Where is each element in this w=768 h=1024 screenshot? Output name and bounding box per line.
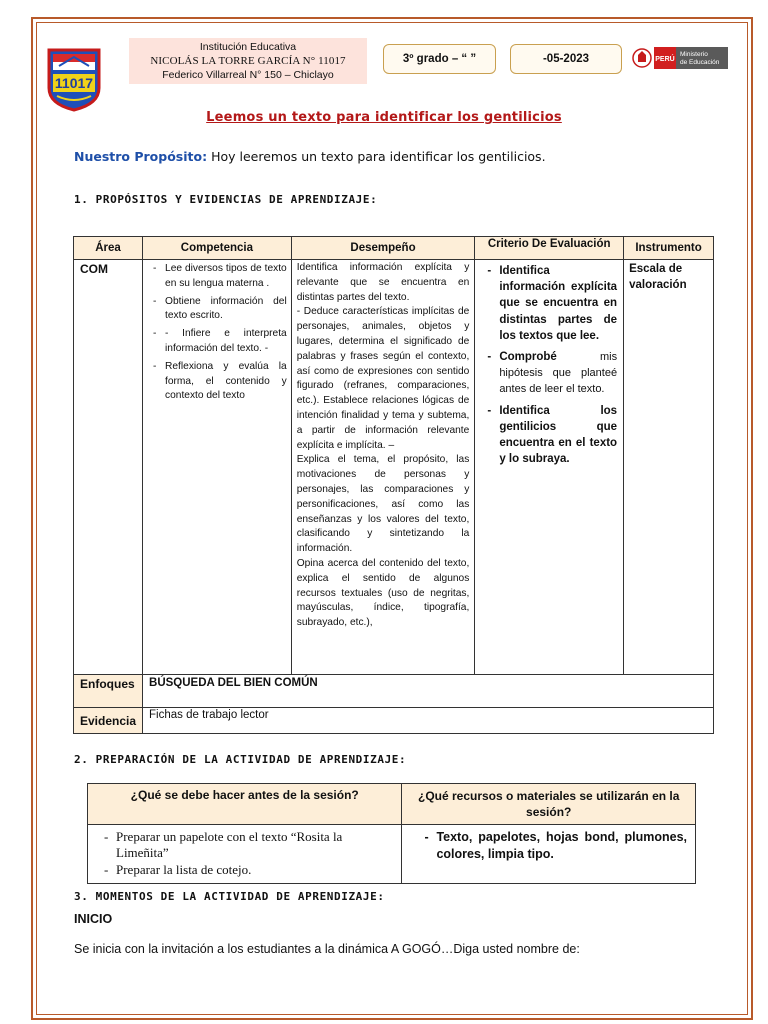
desempeno-cell xyxy=(291,260,475,675)
header-desempeno: Desempeño xyxy=(291,237,475,260)
institution-box xyxy=(129,38,367,84)
date-label: -05-2023 xyxy=(510,44,622,74)
list-item: - Reflexiona y evalúa la forma, el contenido y contexto del texto xyxy=(165,360,287,404)
table-row xyxy=(74,260,714,675)
purpose-line xyxy=(74,149,546,164)
evidence-table xyxy=(73,236,714,734)
header-instrumento: Instrumento xyxy=(624,237,714,260)
grade-label: 3º grado – “ ” xyxy=(383,44,496,74)
svg-text:Ministerio: Ministerio xyxy=(680,51,708,58)
list-item: - Preparar la lista de cotejo. xyxy=(116,862,397,878)
area-cell: COM xyxy=(74,260,143,675)
preparation-table xyxy=(87,783,696,884)
table-header-row xyxy=(74,237,714,260)
list-item xyxy=(499,349,617,398)
competencia-cell xyxy=(143,260,292,675)
header-before-session: ¿Qué se debe hacer antes de la sesión? xyxy=(88,784,402,825)
institution-name-line1: Institución Educativa xyxy=(199,41,297,53)
list-item: - Identifica información explícita que se encuentra en distintas partes de los textos que lee. xyxy=(499,263,617,344)
institution-address: Federico Villarreal N° 150 – Chiclayo xyxy=(162,69,334,81)
section-3-heading: 3. MOMENTOS DE LA ACTIVIDAD DE APRENDIZAJE: xyxy=(74,890,385,903)
purpose-text: Hoy leeremos un texto para identificar los gentilicios. xyxy=(207,149,546,164)
table-row xyxy=(74,708,714,734)
list-item: - Preparar un papelote con el texto “Rosita la Limeñita” xyxy=(116,829,397,861)
enfoques-value: BÚSQUEDA DEL BIEN COMÚN xyxy=(143,675,714,708)
enfoques-label: Enfoques xyxy=(74,675,143,708)
list-item: - Texto, papelotes, hojas bond, plumones, colores, limpia tipo. xyxy=(436,829,687,863)
instrumento-cell: Escala de valoración xyxy=(624,260,714,675)
svg-text:PERÚ: PERÚ xyxy=(655,56,675,63)
header-area: Área xyxy=(74,237,143,260)
school-logo xyxy=(45,44,103,112)
list-item: - Obtiene información del texto escrito. xyxy=(165,295,287,325)
evidencia-value: Fichas de trabajo lector xyxy=(143,708,714,734)
svg-text:de Educación: de Educación xyxy=(680,59,720,66)
desempeno-paragraph: - Deduce características implícitas de personajes, animales, objetos y lugares, determina el significado de palabras y frases según el contexto, así como de expresiones con sentido figurado (refranes, comparaciones, etc.). Establece relaciones lógicas de intención finalidad y tema y subtema, a partir de información relevante explícita e implícita. – xyxy=(296,306,470,451)
materials-cell xyxy=(402,825,696,884)
header-criterio: Criterio De Evaluación xyxy=(475,237,624,260)
criterio-text: mis hipótesis que planteé antes de leer el texto. xyxy=(499,351,618,396)
list-item: - Lee diversos tipos de texto en su lengua materna . xyxy=(165,262,287,292)
header-competencia: Competencia xyxy=(143,237,292,260)
inicio-paragraph: Se inicia con la invitación a los estudiantes a la dinámica A GOGÓ…Diga usted nombre de: xyxy=(74,942,580,956)
institution-name-line2: NICOLÁS LA TORRE GARCÍA N° 11017 xyxy=(150,55,346,67)
criterio-bold-word: Comprobé xyxy=(499,351,557,364)
criterio-cell xyxy=(475,260,624,675)
list-item: - - Infiere e interpreta información del texto. - xyxy=(165,327,287,357)
ministry-logo xyxy=(632,46,728,70)
section-1-heading: 1. PROPÓSITOS Y EVIDENCIAS DE APRENDIZAJE: xyxy=(74,193,378,206)
list-item: - Identifica los gentilicios que encuentra en el texto y lo subraya. xyxy=(499,403,617,468)
desempeno-paragraph: Identifica información explícita y relevante que se encuentra en distintas partes del texto. xyxy=(296,262,470,303)
table-header-row xyxy=(88,784,696,825)
page-title: Leemos un texto para identificar los gentilicios xyxy=(206,110,562,125)
inicio-heading: INICIO xyxy=(74,912,113,926)
desempeno-paragraph: Opina acerca del contenido del texto, explica el sentido de algunos recursos textuales (uso de negritas, mayúsculas, índice, tipografía, subrayado, etc.), xyxy=(296,557,470,629)
purpose-label: Nuestro Propósito: xyxy=(74,149,208,164)
table-row xyxy=(88,825,696,884)
svg-text:11017: 11017 xyxy=(54,75,94,91)
section-2-heading: 2. PREPARACIÓN DE LA ACTIVIDAD DE APRENDIZAJE: xyxy=(74,753,407,766)
desempeno-paragraph: Explica el tema, el propósito, las motivaciones de personas y personajes, las comparaciones y personificaciones, así como las enseñanzas y los valores del texto, clasificando y sintetizando la información. xyxy=(296,454,470,555)
table-row xyxy=(74,675,714,708)
header-materials: ¿Qué recursos o materiales se utilizarán en la sesión? xyxy=(402,784,696,825)
evidencia-label: Evidencia xyxy=(74,708,143,734)
before-session-cell xyxy=(88,825,402,884)
